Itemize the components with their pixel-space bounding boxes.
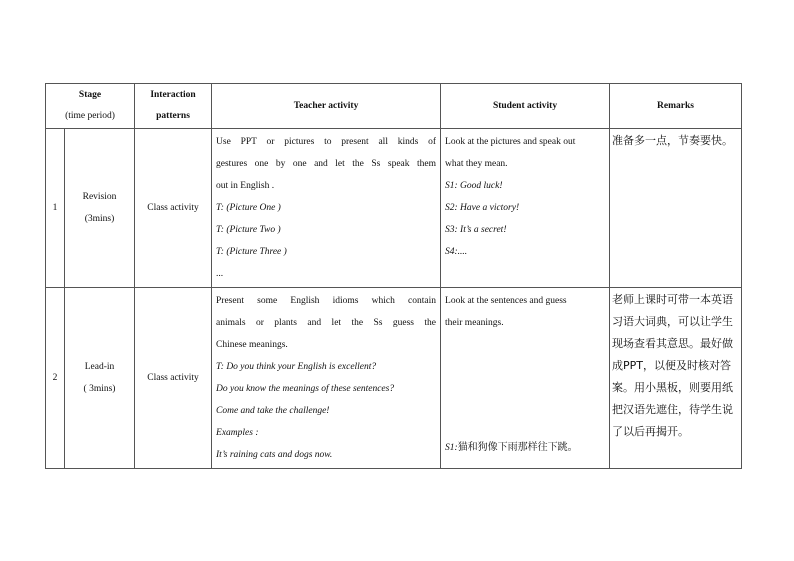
remarks-cell [610, 288, 742, 469]
teacher-line: T: (Picture Three ) [216, 247, 287, 257]
stage-name: Revision [82, 192, 117, 202]
row-number: 2 [46, 288, 65, 469]
teacher-activity-cell [212, 129, 441, 288]
header-interaction-sub: patterns [156, 111, 190, 121]
header-student: Student activity [441, 84, 610, 129]
header-interaction [135, 84, 212, 129]
student-activity-cell [441, 288, 610, 469]
interaction-cell: Class activity [135, 288, 212, 469]
student-line: S4:.... [445, 247, 468, 257]
header-teacher: Teacher activity [212, 84, 441, 129]
student-answer-text: 猫和狗像下雨那样往下跳。 [457, 442, 578, 453]
row-number: 1 [46, 129, 65, 288]
teacher-line: Present some English idioms which contain [216, 296, 437, 306]
teacher-line: Use PPT or pictures to present all kinds of [216, 137, 437, 147]
student-line: S1: Good luck! [445, 181, 503, 191]
lesson-plan-table [45, 83, 742, 469]
header-interaction-label: Interaction [150, 90, 196, 100]
teacher-line: T: (Picture Two ) [216, 225, 281, 235]
stage-time: ( 3mins) [83, 384, 116, 394]
teacher-line: T: (Picture One ) [216, 203, 281, 213]
header-stage-label: Stage [78, 90, 102, 100]
teacher-activity-cell [212, 288, 441, 469]
header-remarks: Remarks [610, 84, 742, 129]
teacher-line: gestures one by one and let the Ss speak them [216, 159, 437, 169]
student-line: S3: It’s a secret! [445, 225, 507, 235]
stage-name: Lead-in [84, 362, 115, 372]
student-activity-cell [441, 129, 610, 288]
table-row [46, 288, 742, 469]
teacher-line: out in English . [216, 181, 275, 191]
remarks-text: 准备多一点，节奏要快。 [612, 134, 734, 147]
teacher-line: It’s raining cats and dogs now. [216, 450, 333, 460]
teacher-line: Examples : [216, 428, 259, 438]
student-line: their meanings. [445, 318, 504, 328]
teacher-line: Chinese meanings. [216, 340, 288, 350]
student-line: what they mean. [445, 159, 508, 169]
student-line: S2: Have a victory! [445, 203, 520, 213]
stage-cell [65, 288, 135, 469]
student-line: Look at the pictures and speak out [445, 137, 576, 147]
teacher-line: T: Do you think your English is excellent? [216, 362, 377, 372]
stage-cell [65, 129, 135, 288]
remarks-cell [610, 129, 742, 288]
header-row [46, 84, 742, 129]
teacher-line: Come and take the challenge! [216, 406, 330, 416]
teacher-line: animals or plants and let the Ss guess the [216, 318, 437, 328]
header-stage [46, 84, 135, 129]
teacher-line: ... [216, 269, 224, 279]
teacher-line: Do you know the meanings of these sentences? [216, 384, 395, 394]
student-answer [445, 437, 578, 459]
student-answer-prefix: S1: [445, 443, 458, 453]
stage-time: (3mins) [84, 214, 115, 224]
interaction-cell: Class activity [135, 129, 212, 288]
header-stage-sub: (time period) [65, 111, 115, 121]
student-line: Look at the sentences and guess [445, 296, 567, 306]
remarks-text: 老师上课时可带一本英语习语大词典，可以让学生现场查看其意思。最好做成PPT，以便及时核对答案。用小黑板，则要用纸把汉语先遮住，待学生说了以后再揭开。 [612, 293, 734, 438]
table-row [46, 129, 742, 288]
